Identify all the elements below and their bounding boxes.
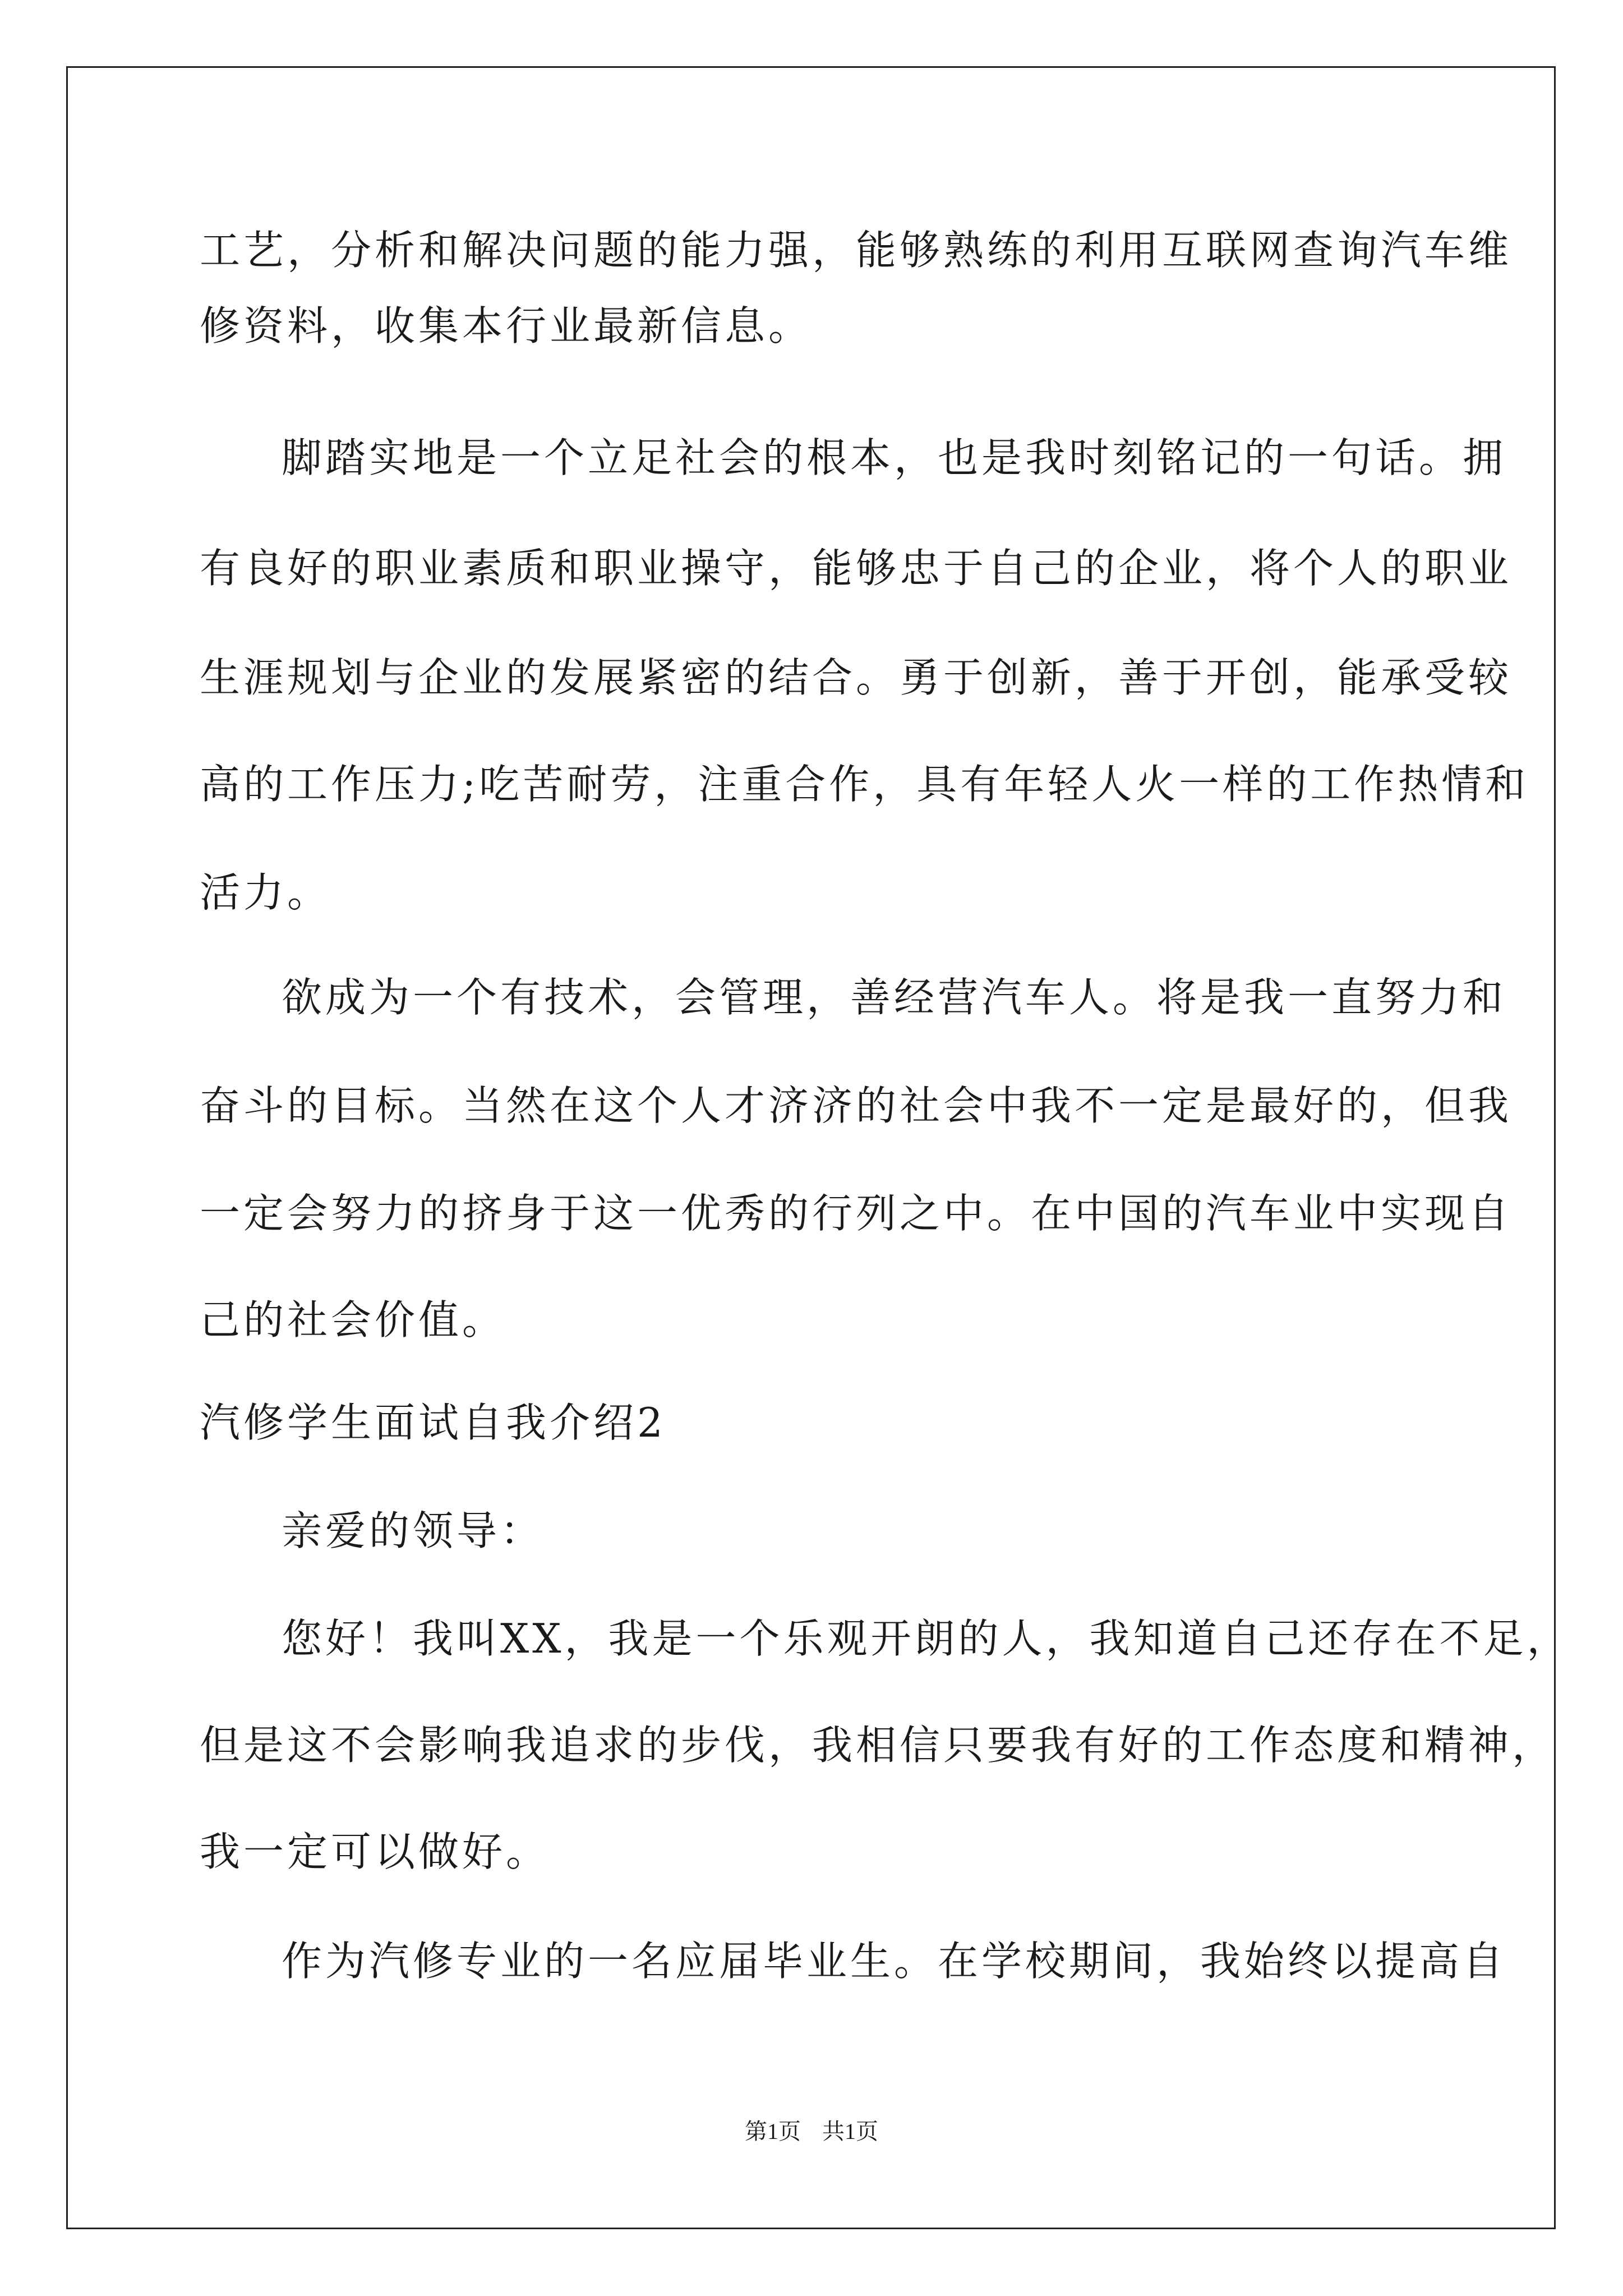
page-border (66, 66, 1556, 2229)
page-footer (0, 2120, 1623, 2143)
text-line: 亲爱的领导： (282, 1507, 545, 1554)
text-line: 活力。 (200, 869, 331, 916)
text-line: 有良好的职业素质和职业操守，能够忠于自己的企业，将个人的职业 (200, 545, 1513, 592)
section-heading: 汽修学生面试自我介绍2 (200, 1399, 666, 1446)
text-line: 己的社会价值。 (200, 1296, 506, 1343)
text-line: 高的工作压力;吃苦耐劳，注重合作，具有年轻人火一样的工作热情和 (200, 761, 1529, 808)
text-line: 一定会努力的挤身于这一优秀的行列之中。在中国的汽车业中实现自 (200, 1190, 1513, 1237)
text-line: 我一定可以做好。 (200, 1828, 550, 1875)
page-total: 共1页 (822, 2119, 878, 2144)
text-line: 脚踏实地是一个立足社会的根本，也是我时刻铭记的一句话。拥 (282, 434, 1507, 481)
text-line: 您好！我叫XX，我是一个乐观开朗的人，我知道自己还存在不足， (282, 1615, 1571, 1662)
text-line: 工艺，分析和解决问题的能力强，能够熟练的利用互联网查询汽车维 (200, 227, 1513, 274)
text-line: 生涯规划与企业的发展紧密的结合。勇于创新，善于开创，能承受较 (200, 654, 1513, 701)
text-line: 但是这不会影响我追求的步伐，我相信只要我有好的工作态度和精神， (200, 1722, 1556, 1769)
text-line: 作为汽修专业的一名应届毕业生。在学校期间，我始终以提高自 (282, 1938, 1507, 1985)
text-line: 修资料，收集本行业最新信息。 (200, 302, 813, 349)
page-number: 第1页 (745, 2119, 801, 2144)
text-line: 奋斗的目标。当然在这个人才济济的社会中我不一定是最好的，但我 (200, 1082, 1513, 1129)
text-line: 欲成为一个有技术，会管理，善经营汽车人。将是我一直努力和 (282, 974, 1507, 1021)
